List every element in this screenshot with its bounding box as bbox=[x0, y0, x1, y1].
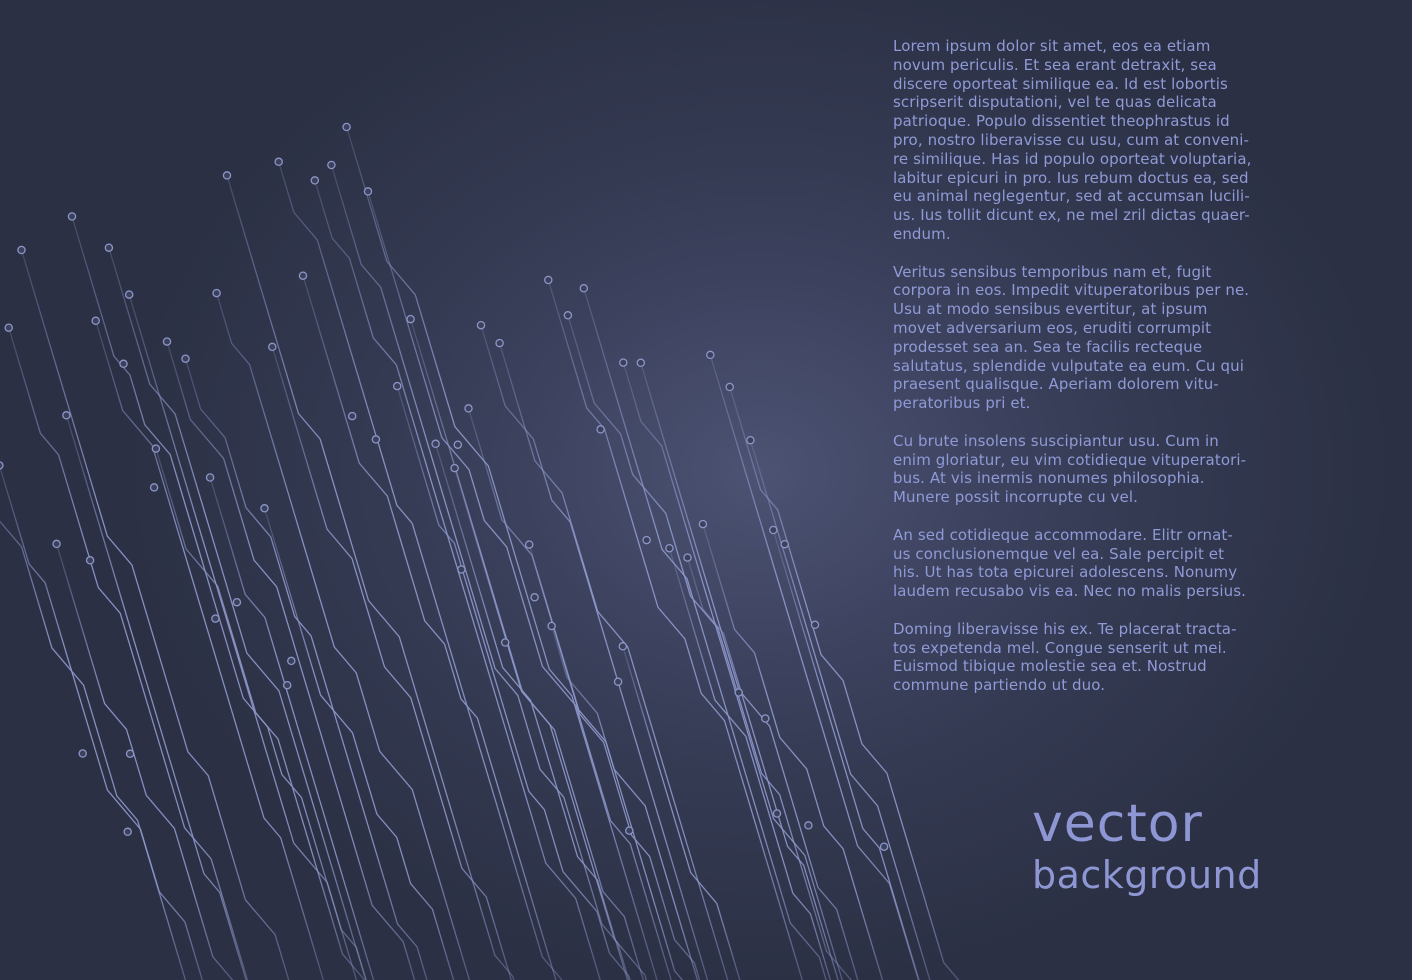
body-text-block bbox=[893, 37, 1363, 714]
circuit-pad bbox=[477, 322, 484, 329]
circuit-pad bbox=[643, 537, 650, 544]
headline-word-background: background bbox=[1032, 853, 1262, 897]
circuit-trace bbox=[641, 363, 864, 980]
circuit-pad bbox=[762, 715, 769, 722]
circuit-pad bbox=[349, 413, 356, 420]
circuit-trace bbox=[623, 363, 848, 980]
headline bbox=[1032, 794, 1262, 897]
circuit-pad bbox=[343, 123, 350, 130]
circuit-pad bbox=[881, 843, 888, 850]
circuit-pad bbox=[68, 213, 75, 220]
headline-word-vector: vector bbox=[1032, 794, 1203, 854]
circuit-pad bbox=[182, 355, 189, 362]
circuit-pad bbox=[451, 465, 458, 472]
circuit-trace bbox=[0, 466, 191, 980]
circuit-trace bbox=[66, 415, 252, 980]
circuit-pad bbox=[564, 312, 571, 319]
circuit-pad bbox=[637, 359, 644, 366]
circuit-pad bbox=[223, 172, 230, 179]
circuit-pad bbox=[548, 622, 555, 629]
circuit-trace bbox=[568, 315, 858, 980]
circuit-pad bbox=[212, 615, 219, 622]
paragraph-1: Lorem ipsum dolor sit amet, eos ea etiam novum periculis. Et sea erant detraxit, sea discere oporteat similique ea. Id est lobortis scripserit disputationi, vel te quas delicata patrioque. Populo dissentiet theophrastus id pro, nostro liberavisse cu usu, cum at conveni- re similique. Has id populo oporteat voluptaria, labitur epicuri in pro. Ius rebum doctus ea, sed eu animal neglegentur, sed at accumsan lucili- us. Ius tollit dicunt ex, ne mel zril dictas quaer- endum. bbox=[893, 37, 1252, 243]
circuit-pad bbox=[328, 161, 335, 168]
circuit-pad bbox=[105, 244, 112, 251]
circuit-pad bbox=[269, 343, 276, 350]
circuit-pad bbox=[626, 827, 633, 834]
circuit-pad bbox=[394, 383, 401, 390]
circuit-pad bbox=[151, 484, 158, 491]
circuit-pad bbox=[79, 750, 86, 757]
circuit-pad bbox=[407, 316, 414, 323]
circuit-pad bbox=[531, 594, 538, 601]
circuit-pad bbox=[163, 338, 170, 345]
circuit-pad bbox=[726, 383, 733, 390]
circuit-pad bbox=[213, 290, 220, 297]
circuit-pad bbox=[666, 545, 673, 552]
circuit-pad bbox=[63, 412, 70, 419]
paragraph-5: Doming liberavisse his ex. Te placerat tracta- tos expetenda mel. Congue senserit ut mei. Euismod tibique molestie sea et. Nostrud commune partiendo ut duo. bbox=[893, 619, 1237, 695]
circuit-trace bbox=[72, 217, 372, 980]
circuit-pad bbox=[288, 657, 295, 664]
circuit-trace bbox=[436, 444, 634, 980]
circuit-trace bbox=[9, 328, 254, 980]
circuit-pad bbox=[124, 828, 131, 835]
circuit-pad bbox=[207, 474, 214, 481]
circuit-pad bbox=[735, 689, 742, 696]
circuit-pad bbox=[53, 540, 60, 547]
circuit-pad bbox=[458, 566, 465, 573]
circuit-pad bbox=[87, 557, 94, 564]
circuit-pad bbox=[619, 643, 626, 650]
circuit-pad bbox=[811, 621, 818, 628]
paragraph-4: An sed cotidieque accommodare. Elitr ornat- us conclusionemque vel ea. Sale percipit et his. Ut has tota epicurei adolescens. Nonumy laudem recusabo vis ea. Nec no malis persius. bbox=[893, 525, 1247, 601]
circuit-pad bbox=[684, 554, 691, 561]
circuit-pad bbox=[699, 521, 706, 528]
circuit-trace bbox=[129, 295, 359, 980]
circuit-pad bbox=[233, 599, 240, 606]
circuit-trace bbox=[186, 359, 434, 980]
circuit-pad bbox=[615, 678, 622, 685]
circuit-pad bbox=[284, 682, 291, 689]
circuit-pad bbox=[152, 445, 159, 452]
circuit-pad bbox=[620, 359, 627, 366]
circuit-pad bbox=[465, 405, 472, 412]
circuit-trace bbox=[279, 162, 569, 980]
circuit-pad bbox=[502, 639, 509, 646]
circuit-pad bbox=[545, 276, 552, 283]
circuit-pad bbox=[496, 340, 503, 347]
circuit-pad bbox=[454, 441, 461, 448]
circuit-pad bbox=[126, 291, 133, 298]
circuit-trace bbox=[669, 548, 836, 980]
circuit-pad bbox=[5, 324, 12, 331]
circuit-pad bbox=[311, 177, 318, 184]
circuit-pad bbox=[526, 541, 533, 548]
circuit-pad bbox=[364, 188, 371, 195]
circuit-pad bbox=[275, 158, 282, 165]
circuit-pad bbox=[18, 246, 25, 253]
paragraph-2: Veritus sensibus temporibus nam et, fugit corpora in eos. Impedit vituperatoribus per ne. Usu at modo sensibus evertitur, at ipsum movet adversarium eos, eruditi corrumpit prodesset sea an. Sea te facilis recteque salutatus, splendide vulputate ea eum. Cu qui praesent qualisque. Aperiam dolorem vitu- peratoribus pri et. bbox=[893, 262, 1250, 413]
paragraph-3: Cu brute insolens suscipiantur usu. Cum in enim gloriatur, eu vim cotidieque vituperatori- bus. At vis inermis nonumes philosophia. Munere possit incorrupte cu vel. bbox=[893, 431, 1247, 507]
circuit-pad bbox=[597, 426, 604, 433]
circuit-pad bbox=[92, 317, 99, 324]
circuit-pad bbox=[299, 272, 306, 279]
circuit-trace bbox=[217, 293, 476, 980]
circuit-pad bbox=[781, 541, 788, 548]
circuit-trace bbox=[584, 288, 832, 980]
circuit-trace bbox=[22, 250, 295, 980]
circuit-pad bbox=[773, 810, 780, 817]
circuit-trace bbox=[57, 544, 247, 980]
circuit-trace bbox=[347, 127, 660, 980]
circuit-pad bbox=[747, 437, 754, 444]
circuit-pad bbox=[707, 351, 714, 358]
circuit-trace bbox=[469, 408, 706, 980]
circuit-pad bbox=[770, 526, 777, 533]
circuit-pad bbox=[580, 285, 587, 292]
circuit-trace bbox=[455, 468, 653, 980]
circuit-pad bbox=[805, 822, 812, 829]
circuit-pad bbox=[372, 436, 379, 443]
circuit-pad bbox=[127, 750, 134, 757]
circuit-pad bbox=[261, 505, 268, 512]
circuit-pad bbox=[0, 462, 3, 469]
circuit-trace bbox=[500, 343, 734, 980]
circuit-pad bbox=[120, 360, 127, 367]
circuit-pad bbox=[432, 440, 439, 447]
